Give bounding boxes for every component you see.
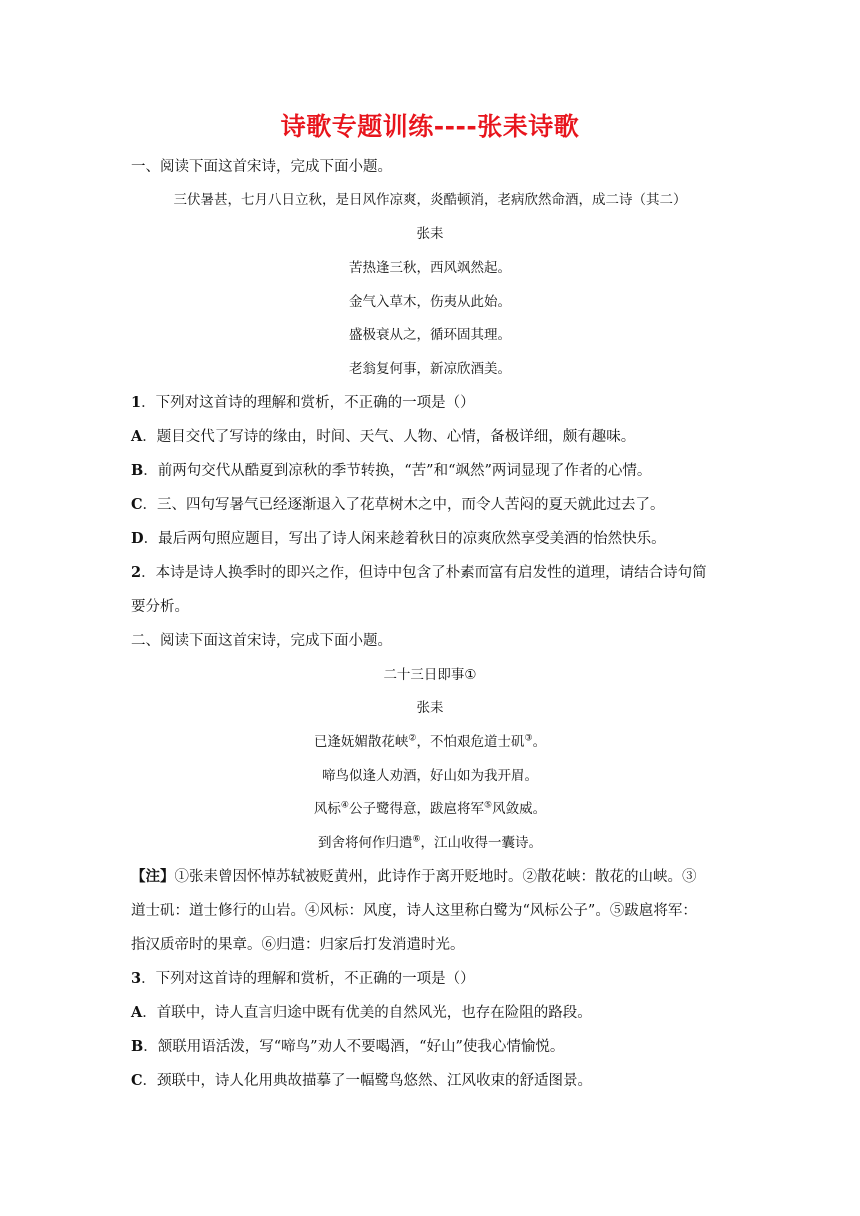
page-title: 诗歌专题训练----张耒诗歌 <box>280 112 580 141</box>
question-1-stem <box>131 393 731 413</box>
poem1-line: 苦热逢三秋，西风飒然起。 <box>349 260 511 276</box>
poem2-line <box>0 732 860 752</box>
poem-text: 风敛威。 <box>492 801 547 817</box>
poem-text: ，江山收得一囊诗。 <box>420 835 543 851</box>
poem1-line: 金气入草木，伤夷从此始。 <box>349 294 511 310</box>
poem1-line: 老翁复何事，新凉欣酒美。 <box>349 361 511 377</box>
note-label: 【注】 <box>131 868 175 885</box>
option-letter: D <box>131 530 144 547</box>
option-letter: A <box>131 1004 143 1021</box>
question-2-continued: 要分析。 <box>131 599 189 615</box>
note-text: ①张耒曾因怀悼苏轼被贬黄州，此诗作于离开贬地时。②散花峡：散花的山峡。③ <box>174 869 697 885</box>
option-b[interactable] <box>131 1037 731 1057</box>
option-text: ．三、四句写暑气已经逐渐退入了花草树木之中，而令人苦闷的夏天就此过去了。 <box>142 497 665 513</box>
poem2-line <box>0 799 860 819</box>
question-text: ．本诗是诗人换季时的即兴之作，但诗中包含了朴素而富有启发性的道理，请结合诗句简 <box>141 565 707 581</box>
option-c[interactable] <box>131 495 731 515</box>
poem1-line: 盛极衰从之，循环固其理。 <box>349 327 511 343</box>
footnote-ref: ⑤ <box>484 800 493 811</box>
poem2-author: 张耒 <box>416 700 444 716</box>
option-text: ．首联中，诗人直言归途中既有优美的自然风光，也存在险阻的路段。 <box>142 1005 592 1021</box>
poem1-author: 张耒 <box>416 226 444 242</box>
question-3-stem <box>131 969 731 989</box>
note-line: 道士矶：道士修行的山岩。④风标：风度，诗人这里称白鹭为“风标公子”。⑤跋扈将军： <box>131 903 697 919</box>
option-d[interactable] <box>131 529 731 549</box>
note-line: 指汉质帝时的果章。⑥归遣：归家后打发消遣时光。 <box>131 937 465 953</box>
option-text: ．前两句交代从酷夏到凉秋的季节转换，“苦”和“飒然”两词显现了作者的心情。 <box>143 463 652 479</box>
poem-text: 。 <box>532 734 547 750</box>
option-text: ．颔联用语活泼，写“啼鸟”劝人不要喝酒，“好山”使我心情愉悦。 <box>143 1039 565 1055</box>
poem2-line <box>0 766 860 786</box>
poem-text: 啼鸟似逢人劝酒，好山如为我开眉。 <box>322 768 538 784</box>
option-letter: A <box>131 428 143 445</box>
option-letter: C <box>131 1072 143 1089</box>
poem-text: 风标 <box>313 801 341 817</box>
option-a[interactable] <box>131 427 731 447</box>
footnote-ref: ④ <box>340 800 349 811</box>
footnote-ref: ⑥ <box>412 834 421 845</box>
poem-text: ，不怕艰危道士矶 <box>416 734 525 750</box>
poem1-title: 三伏暑甚，七月八日立秋，是日风作凉爽，炎酷顿消，老病欣然命酒，成二诗（其二） <box>173 192 687 208</box>
question-number: 2 <box>131 564 142 581</box>
footnote-ref: ③ <box>524 733 533 744</box>
poem-text: 到舍将何作归遣 <box>317 835 413 851</box>
option-text: ．最后两句照应题目，写出了诗人闲来趁着秋日的凉爽欣然享受美酒的怡然快乐。 <box>143 531 666 547</box>
poem2-title: 二十三日即事① <box>383 667 477 683</box>
option-letter: B <box>131 462 144 479</box>
option-text: ．颈联中，诗人化用典故描摹了一幅鹭鸟悠然、江风收束的舒适图景。 <box>142 1073 593 1089</box>
question-text: ．下列对这首诗的理解和赏析，不正确的一项是（） <box>141 971 475 987</box>
note-line <box>131 867 731 887</box>
option-b[interactable] <box>131 461 731 481</box>
poem-text: 公子鹭得意，跋扈将军 <box>349 801 484 817</box>
poem2-line <box>0 833 860 853</box>
option-a[interactable] <box>131 1003 731 1023</box>
option-c[interactable] <box>131 1071 731 1091</box>
section2-heading: 二、阅读下面这首宋诗，完成下面小题。 <box>131 633 392 649</box>
footnote-ref: ② <box>408 733 417 744</box>
option-text: ．题目交代了写诗的缘由，时间、天气、人物、心情，备极详细，颇有趣味。 <box>142 429 636 445</box>
question-number: 1 <box>131 394 142 411</box>
section1-heading: 一、阅读下面这首宋诗，完成下面小题。 <box>131 159 392 175</box>
question-number: 3 <box>131 970 142 987</box>
option-letter: C <box>131 496 143 513</box>
question-text: ．下列对这首诗的理解和赏析，不正确的一项是（） <box>141 395 475 411</box>
question-2-stem <box>131 563 731 583</box>
poem-text: 已逢妩媚散花峡 <box>313 734 409 750</box>
option-letter: B <box>131 1038 144 1055</box>
